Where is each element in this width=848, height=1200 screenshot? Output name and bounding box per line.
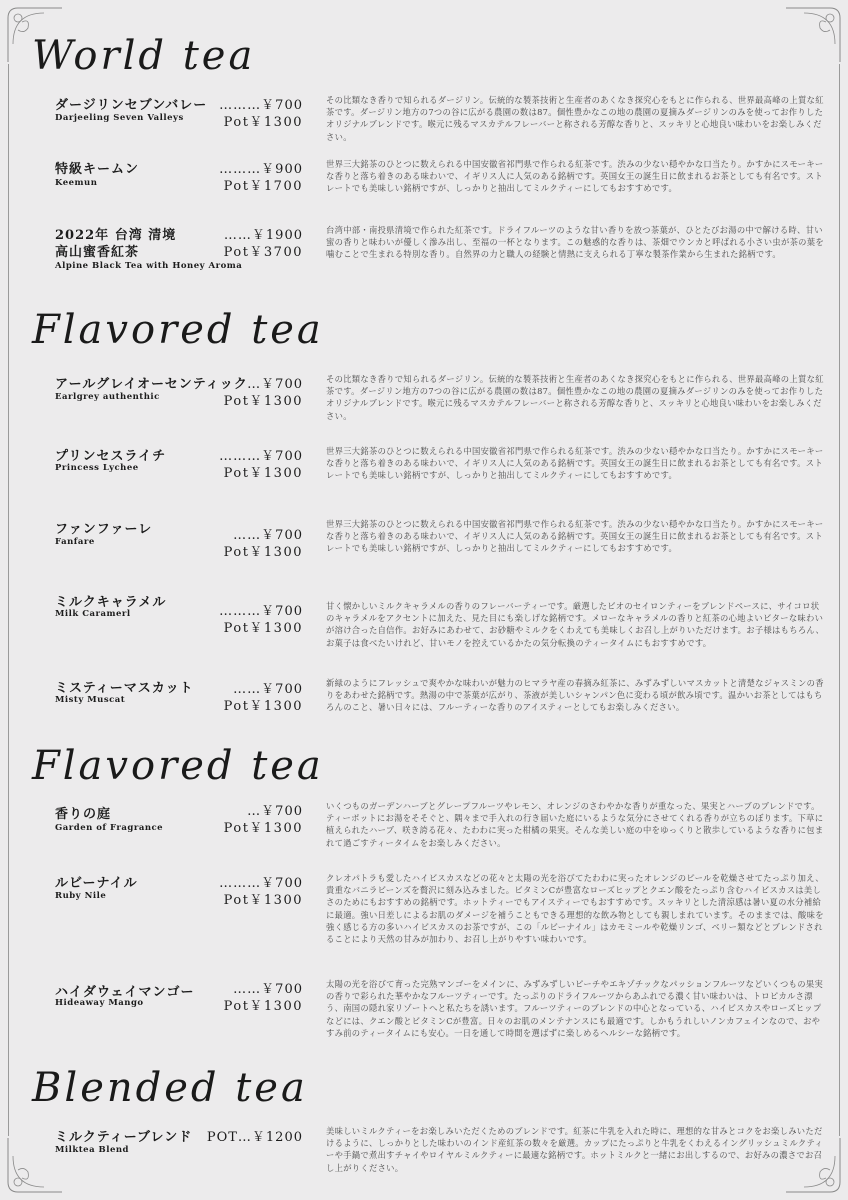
item-english-name: Darjeeling Seven Valleys [55,113,184,123]
item-name: ダージリンセブンバレー [55,98,208,113]
item-name: ミルクティーブレンド [55,1130,193,1145]
item-name-line2: 高山蜜香紅茶 [55,245,140,260]
section-title: Flavored tea [32,743,324,789]
item-description: 美味しいミルクティーをお楽しみいただくためのブレンドです。紅茶に牛乳を入れた時に、理想的な甘みとコクをお楽しみいただけるように、しっかりとした味わいのインド産紅茶の数々を厳選。カップにたっぷりと牛乳をくわえるイングリッシュミルクティーや手鍋で煮出すチャイやロイヤルミルクティーに最適な銘柄です。ホットミルクと一緒にお出しするので、お好みの濃さでお召し上がりください。 [326,1126,824,1173]
item-price: ……￥1900 [223,228,303,243]
item-pot-price: Pot￥1300 [223,821,303,836]
item-name: ルビーナイル [55,876,138,891]
section-title: World tea [32,33,256,79]
item-english-name: Milktea Blend [55,1145,130,1155]
item-english-name: Milk Caramerl [55,609,131,619]
item-english-name: Keemun [55,178,98,188]
item-description: 甘く懐かしいミルクキャラメルの香りのフレーバーティーです。厳選したビオのセイロンティーをブレンドベースに、サイコロ状のキャラメルをアクセントに加えた、見た目にも楽しげな銘柄です。メローなキャラメルの香りと紅茶の心地よいビターな味わいが溶け合った自信作。お好みにあわせて、お砂糖やミルクをくわえても美味しくお召し上がりいただけます。お子様はもちろん、お菓子は食べたいけれど、甘いモノを控えているかたの気分転換のティータイムにもおすすめです。 [326,601,825,648]
item-price: ……￥700 [233,682,303,697]
item-pot-price: Pot￥1300 [223,893,303,908]
item-price: ………￥700 [219,449,303,464]
item-pot-price: Pot￥1300 [223,115,303,130]
section-title: Blended tea [32,1065,308,1111]
item-description: 新緑のようにフレッシュで爽やかな味わいが魅力のヒマラヤ産の春摘み紅茶に、みずみずしいマスカットと清楚なジャスミンの香りをあわせた銘柄です。熱湯の中で茶葉が広がり、茶液が美しいシャンパン色に変わる頃が飲み頃です。温かいお茶としてはもちろんのこと、暑い日々には、フルーティーな香りのアイスティーとしてもお楽しみください。 [326,678,824,713]
item-name: ミルクキャラメル [55,595,167,610]
item-price: POT…￥1200 [206,1130,303,1145]
item-english-name: Hideaway Mango [55,998,144,1008]
item-name: ミスティーマスカット [55,681,194,696]
item-pot-price: Pot￥1700 [223,179,303,194]
item-name: アールグレイオーセンティック [55,377,248,392]
item-name: 香りの庭 [55,807,112,822]
item-english-name: Alpine Black Tea with Honey Aroma [55,261,243,271]
item-pot-price: Pot￥1300 [223,545,303,560]
item-description: その比類なき香りで知られるダージリン。伝統的な製茶技術と生産者のあくなき探究心をもとに作られる、世界最高峰の上質な紅茶です。ダージリン地方の7つの谷に広がる農園の数は87。個性豊かなこの地の農園の夏摘みダージリンのみを使ってお作りしたオリジナルブレンドです。喉元に残るマスカテルフレーバーと称される芳醇な香りと、スッキリと心地良い味わいをお楽しみください。 [326,95,824,142]
item-description: 世界三大銘茶のひとつに数えられる中国安徽省祁門県で作られる紅茶です。渋みの少ない穏やかな口当たり。かすかにスモーキーな香りと落ち着きのある味わいで、イギリス人に人気のある銘柄です。英国女王の誕生日に飲まれるお茶としても有名です。ストレートでも美味しい銘柄ですが、しっかりと抽出してミルクティーにしてもおすすめです。 [326,446,824,481]
item-english-name: Misty Muscat [55,695,126,705]
item-price: ………￥700 [219,604,303,619]
item-name: ファンファーレ [55,522,153,537]
item-description: 世界三大銘茶のひとつに数えられる中国安徽省祁門県で作られる紅茶です。渋みの少ない穏やかな口当たり。かすかにスモーキーな香りと落ち着きのある味わいで、イギリス人に人気のある銘柄です。英国女王の誕生日に飲まれるお茶としても有名です。ストレートでも美味しい銘柄ですが、しっかりと抽出してミルクティーにしてもおすすめです。 [326,519,824,554]
item-pot-price: Pot￥1300 [223,394,303,409]
item-english-name: Princess Lychee [55,463,139,473]
border-line-left [8,64,9,1136]
section-title: Flavored tea [32,307,324,353]
item-pot-price: Pot￥1300 [223,466,303,481]
item-description: その比類なき香りで知られるダージリン。伝統的な製茶技術と生産者のあくなき探究心をもとに作られる、世界最高峰の上質な紅茶です。ダージリン地方の7つの谷に広がる農園の数は87。個性豊かなこの地の農園の夏摘みダージリンのみを使ってお作りしたオリジナルブレンドです。喉元に残るマスカテルフレーバーと称される芳醇な香りと、スッキリと心地良い味わいをお楽しみください。 [326,374,824,421]
item-pot-price: Pot￥3700 [223,245,303,260]
item-english-name: Garden of Fragrance [55,823,164,833]
item-price: ……￥700 [233,982,303,997]
item-price: ……￥700 [233,528,303,543]
item-pot-price: Pot￥1300 [223,621,303,636]
item-english-name: Fanfare [55,537,95,547]
item-description: クレオパトラも愛したハイビスカスなどの花々と太陽の光を浴びてたわわに実ったオレンジのピールを乾燥させてたっぷり加え、貴重なバニラビーンズを贅沢に刻み込みました。ビタミンCが豊富なローズヒップとクエン酸をたっぷり含むハイビスカスは美しさのためにもおすすめの銘柄です。ホットティーでもアイスティーでもおすすめです。スッキリとした清涼感は暑い夏の水分補給に最適。強い日差しによるお肌のダメージを補うこともできる理想的な飲み物としても親しまれています。そのままでは、酸味を強く感じる方の多いハイビスカスのお茶ですが、この「ルビーナイル」はカモミールや乾燥リンゴ、ベリー類などとブレンドされることにより天然の甘みが加わり、お召し上がりやすい味わいです。 [326,873,824,945]
item-description: 世界三大銘茶のひとつに数えられる中国安徽省祁門県で作られる紅茶です。渋みの少ない穏やかな口当たり。かすかにスモーキーな香りと落ち着きのある味わいで、イギリス人に人気のある銘柄です。英国女王の誕生日に飲まれるお茶としても有名です。ストレートでも美味しい銘柄ですが、しっかりと抽出してミルクティーにしてもおすすめです。 [326,159,824,194]
item-name: 2022年 台湾 清境 [55,228,177,243]
item-price: ………￥700 [219,876,303,891]
item-english-name: Ruby Nile [55,891,107,901]
item-name: 特級キームン [55,162,140,177]
item-name: プリンセスライチ [55,449,167,464]
corner-ornament-icon [784,4,844,64]
item-english-name: Earlgrey authenthic [55,392,160,402]
item-price: ………￥900 [219,162,303,177]
item-description: いくつものガーデンハーブとグレープフルーツやレモン、オレンジのさわやかな香りが重なった、果実とハーブのブレンドです。ティーポットにお湯をそそぐと、隅々まで手入れの行き届いた庭にいるような気分にさせてくれる香りが立ちのぼります。下草に植えられたハーブ、咲き誇る花々、たわわに実った柑橘の果実。そんな美しい庭の中をゆっくりと散歩しているような香りに包まれて過ごすティータイムをお楽しみください。 [326,801,824,848]
item-price: ………￥700 [219,98,303,113]
item-pot-price: Pot￥1300 [223,999,303,1014]
item-price: …￥700 [247,804,303,819]
item-name: ハイダウェイマンゴー [55,985,195,1000]
item-description: 太陽の光を浴びて育った完熟マンゴーをメインに、みずみずしいピーチやエキゾチックなパッションフルーツなどいくつもの果実の香りで彩られた華やかなフルーツティーです。たっぷりのドライフルーツからあふれでる濃く甘い味わいは、トロピカルさ漂う、南国の隠れ家リゾートへと私たちを誘います。フルーツティーのブレンドの中心となっている、ハイビスカスやローズヒップなどには、クエン酸とビタミンCが豊富。日々のお肌のメンテナンスにも最適です。しかもうれしいノンカフェインなので、おやすみ前のティータイムにも安心。一日を通して時間を選ばずに楽しめるヘルシーな銘柄です。 [326,979,824,1038]
item-pot-price: Pot￥1300 [223,699,303,714]
item-description: 台湾中部・南投県清境で作られた紅茶です。ドライフルーツのような甘い香りを放つ茶葉が、ひとたびお湯の中で解ける時、甘い蜜の香りと味わいが優しく滲み出し、至福の一杯となります。この魅惑的な香りは、茶畑でウンカと呼ばれる小さい虫が茶の葉を噛むことで生まれる特別な香り。自然界の力と職人の経験と情熱に支えられる丁寧な製茶作業から生まれた銘柄です。 [326,225,824,260]
border-line-right [839,64,840,1136]
item-price: …￥700 [247,377,303,392]
